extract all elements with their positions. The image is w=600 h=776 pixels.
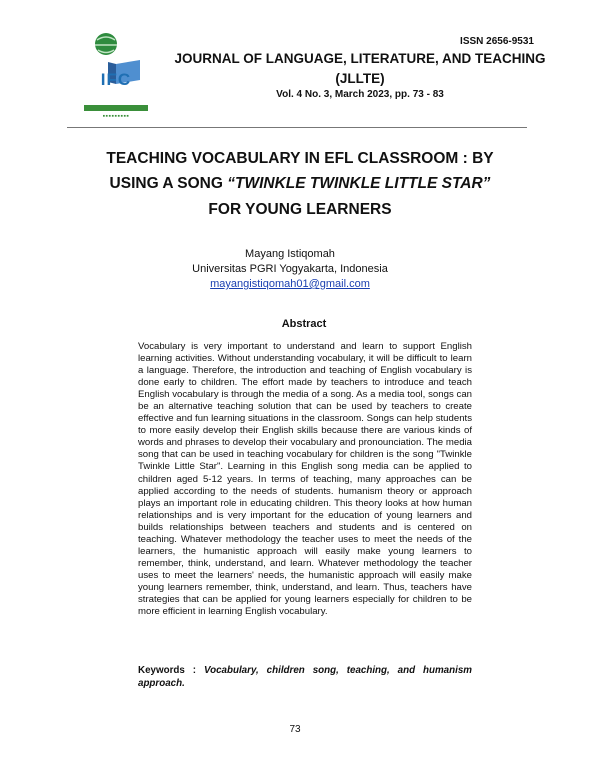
keywords-value: Vocabulary, children song, teaching, and humanism approach. [138, 665, 472, 689]
logo-caption-strip: ▪▪▪▪▪▪▪▪▪ [102, 113, 130, 120]
header-divider [67, 127, 527, 128]
volume-info: Vol. 4 No. 3, March 2023, pp. 73 - 83 [276, 89, 444, 100]
keywords [138, 665, 472, 690]
author-email-link[interactable]: mayangistiqomah01@gmail.com [210, 278, 370, 290]
journal-name: JOURNAL OF LANGUAGE, LITERATURE, AND TEACHING [174, 51, 546, 66]
logo-bar [84, 105, 148, 111]
title-song: “TWINKLE TWINKLE LITTLE STAR” [227, 175, 491, 192]
paper-title-line2 [60, 171, 540, 196]
page-number: 73 [289, 724, 301, 735]
journal-abbrev: (JLLTE) [335, 71, 385, 86]
title-prefix: USING A SONG [109, 175, 228, 192]
journal-logo [80, 30, 152, 120]
author-affiliation: Universitas PGRI Yogyakarta, Indonesia [192, 263, 388, 275]
logo-text: IFC [100, 70, 132, 89]
author-name: Mayang Istiqomah [245, 248, 335, 260]
abstract-body: Vocabulary is very important to understand and learn to support English learning activities. Without understanding vocabulary, it will be difficult to learn a language. Therefore, the introduction and teaching of English vocabulary is done early to children. The effort made by teachers to introduce and teach English vocabulary is through the media of a song. As a media tool, songs can be an alternative teaching solution that can be used by teachers to create effective and fun learning situations in the classroom. Songs can help students to more easily develop their English skills because there are various kinds of words and phrases to develop their vocabulary and pronounciation. The media song that can be used in teaching vocabulary for children is the song "Twinkle Twinkle Little Star". Learning in this English song media can be applied to children aged 5-12 years. In terms of teaching, many approaches can be applied according to the needs of students. humanism theory or approach plays an important role in educating children. This theory looks at how human relationships and is very important for the education of young learners and builds relationships between teachers and students and is centered on teaching. Whatever methodology the teacher uses to meet the needs of the learners, the humanistic approach will easily make young learners to remember, think, understand, and learn. Whatever methodology the teacher uses to meet the learners' needs, the humanistic approach will easily make young learners remember, think, understand, and learn. Thus, teachers have strategies that can be applied for young learners especially for children to be more efficient in learning English vocabulary. [138, 341, 472, 618]
paper-title-line1: TEACHING VOCABULARY IN EFL CLASSROOM : BY [106, 150, 494, 167]
abstract-heading: Abstract [281, 318, 327, 330]
issn-label: ISSN 2656-9531 [460, 36, 534, 47]
paper-title-line3: FOR YOUNG LEARNERS [208, 201, 392, 218]
keywords-label: Keywords : [138, 665, 204, 676]
